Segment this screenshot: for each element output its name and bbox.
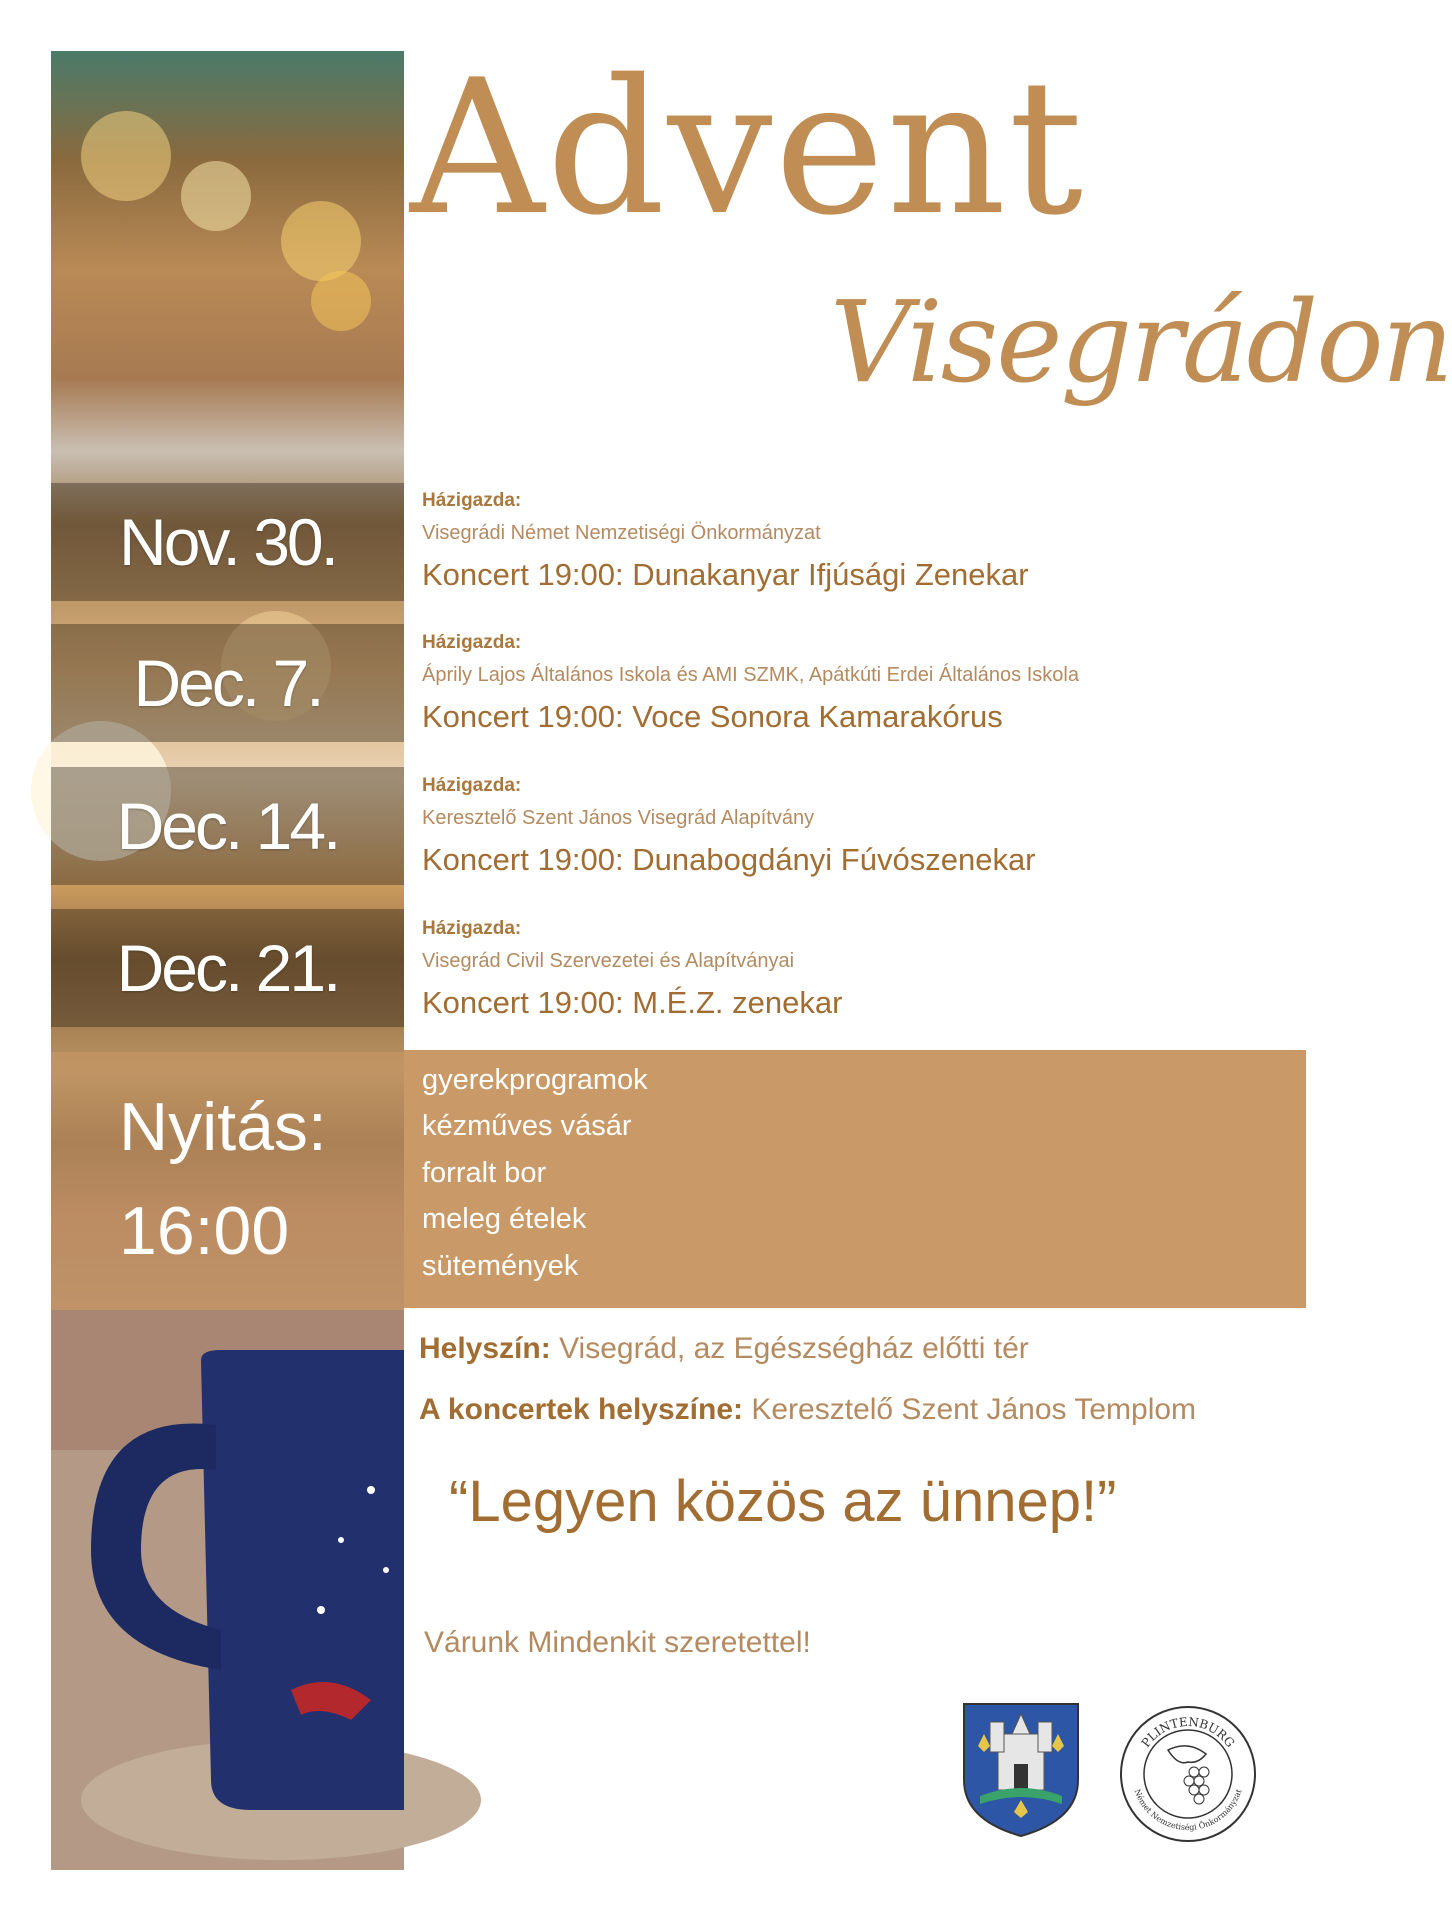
bokeh-light <box>81 111 171 201</box>
bokeh-light <box>281 201 361 281</box>
host-name: Keresztelő Szent János Visegrád Alapítvány <box>422 807 815 829</box>
event-entry <box>422 632 1322 735</box>
host-label: Házigazda: <box>422 632 522 653</box>
mug-illustration <box>51 1310 404 1870</box>
location-value: Visegrád, az Egészségház előtti tér <box>559 1332 1029 1365</box>
slogan: “Legyen közös az ünnep!” <box>449 1469 1117 1534</box>
host-label: Házigazda: <box>422 775 522 796</box>
poster-title: Advent <box>410 39 1086 256</box>
program-item: kézműves vásár <box>422 1110 632 1142</box>
concert-location-line <box>419 1393 1196 1427</box>
date-band <box>51 483 404 601</box>
grape-seal-icon <box>1118 1704 1258 1844</box>
program-item: sütemények <box>422 1250 579 1282</box>
opening-time: 16:00 <box>119 1193 290 1269</box>
location-label: Helyszín: <box>419 1332 551 1365</box>
program-item: meleg ételek <box>422 1203 587 1235</box>
concert-location-label: A koncertek helyszíne: <box>419 1393 744 1426</box>
event-entry <box>422 918 1322 1021</box>
host-name: Visegrádi Német Nemzetiségi Önkormányzat <box>422 522 821 544</box>
concert-location-value: Keresztelő Szent János Templom <box>751 1393 1197 1426</box>
host-name: Visegrád Civil Szervezetei és Alapítványai <box>422 950 795 972</box>
host-label: Házigazda: <box>422 490 522 511</box>
concert-title: Koncert 19:00: M.É.Z. zenekar <box>422 985 843 1020</box>
opening-label: Nyitás: <box>119 1089 327 1165</box>
opening-block <box>51 1052 404 1310</box>
welcome-text: Várunk Mindenkit szeretettel! <box>424 1626 811 1659</box>
event-date: Dec. 14. <box>116 789 339 863</box>
photo-strip <box>51 51 404 1870</box>
program-band <box>404 1050 1306 1308</box>
concert-title: Koncert 19:00: Dunabogdányi Fúvószenekar <box>422 842 1036 877</box>
seal-top-text: PLINTENBURG <box>1138 1714 1238 1750</box>
event-date: Dec. 7. <box>133 646 322 720</box>
event-entry <box>422 490 1322 593</box>
concert-title: Koncert 19:00: Dunakanyar Ifjúsági Zenekar <box>422 557 1029 592</box>
program-item: forralt bor <box>422 1157 547 1189</box>
bokeh-light <box>311 271 371 331</box>
seal-bottom-text: Német Nemzetiségi Önkormányzat <box>1132 1787 1244 1833</box>
event-date: Nov. 30. <box>119 505 336 579</box>
concert-title: Koncert 19:00: Voce Sonora Kamarakórus <box>422 699 1003 734</box>
poster-subtitle: Visegrádon <box>830 278 1452 408</box>
date-band <box>51 767 404 885</box>
host-name: Áprily Lajos Általános Iskola és AMI SZMK, Apátkúti Erdei Általános Iskola <box>422 664 1079 686</box>
event-date: Dec. 21. <box>116 931 339 1005</box>
host-label: Házigazda: <box>422 918 522 939</box>
coat-of-arms-icon <box>960 1700 1082 1840</box>
event-entry <box>422 775 1322 878</box>
program-item: gyerekprogramok <box>422 1064 648 1096</box>
date-band <box>51 909 404 1027</box>
bokeh-light <box>181 161 251 231</box>
location-line <box>419 1332 1029 1366</box>
date-band <box>51 624 404 742</box>
